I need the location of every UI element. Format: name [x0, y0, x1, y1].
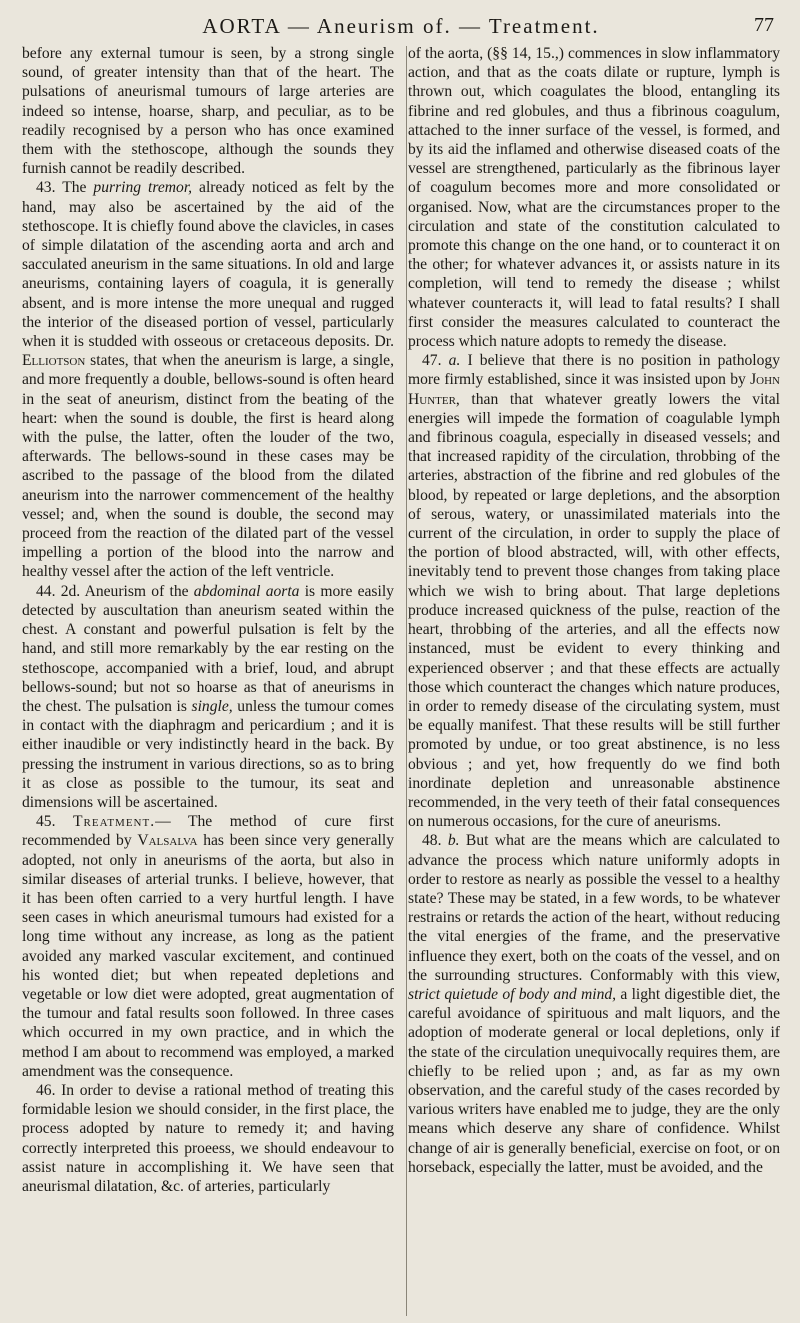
page-number: 77: [754, 14, 774, 36]
paragraph: before any external tumour is seen, by a strong single sound, of greater intensity than that of the heart. The pulsations of aneurismal tumours of large arteries are indeed so intense, hoarse, sharp, and peculiar, as to be readily recognised by a person who has once examined them with the stethoscope, although the sounds they furnish cannot be readily described.: [22, 45, 394, 178]
column-divider: [406, 46, 407, 1316]
running-title: AORTA — Aneurism of. — Treatment.: [202, 14, 600, 38]
right-column: [408, 44, 780, 1196]
paragraph-45: 45. Treatment.— The method of cure first recommended by Valsalva has been since very generally adopted, not only in aneurisms of the aorta, but also in similar diseases of arterial trunks. I believe, however, that it has been often carried to a very hurtful length. I have seen cases in which aneurismal tumours had existed for a long time without any increase, as long as the patient avoided any marked vascular excitement, and continued his wonted diet; but when repeated depletions and vegetable or low diet were adopted, great augmentation of the tumour and fatal results soon followed. In three cases which occurred in my own practice, and in which the method I am about to recommend was employed, a marked amendment was the consequence.: [22, 813, 394, 1080]
paragraph-43: 43. The purring tremor, already noticed as felt by the hand, may also be ascertained by the aid of the stethoscope. It is chiefly found above the clavicles, in cases of simple dilatation of the ascending aorta and arch and sacculated aneurism in the same situations. In old and large aneurisms, containing layers of coagula, it is generally absent, and is more intense the more unequal and rugged the interior of the diseased portion of vessel, particularly when it is studded with osseous or cretaceous deposits. Dr. Elliotson states, that when the aneurism is large, a single, and more frequently a double, bellows-sound is often heard in the seat of aneurism, distinct from the beating of the heart: when the sound is double, the first is heard along with the pulse, the latter, often the louder of the two, afterwards. The bellows-sound in these cases may be ascribed to the passage of the blood from the dilated aneurism into the narrower commencement of the healthy vessel; and, when the sound is double, the second may proceed from the reaction of the dilated part of the vessel impelling a portion of the blood into the narrow and healthy vessel after the action of the left ventricle.: [22, 179, 395, 581]
paragraph-48: 48. b. But what are the means which are calculated to advance the process which nature uniformly adopts in order to restore as nearly as possible the vessel to a healthy state? These may be stated, in a few words, to be whatever restrains or retards the action of the heart, without reducing the vital energies of the frame, and the preservative influence they exert, both on the coats of the vessel, and on the surrounding structures. Conformably with this view, strict quietude of body and mind, a light digestible diet, the careful avoidance of spirituous and malt liquors, and the adoption of moderate general or local depletions, only if the state of the circulation unequivocally requires them, are chiefly to be relied upon ; and, as far as my own observation, and the careful study of the cases recorded by various writers have enabled me to judge, they are the only means which deserve any share of confidence. Whilst change of air is generally beneficial, exercise on foot, or on horseback, especially the latter, must be avoided, and the: [408, 832, 780, 1176]
text-columns: [22, 44, 780, 1196]
paragraph-47: 47. a. I believe that there is no position in pathology more firmly established, since it was insisted upon by John Hunter, than that whatever greatly lowers the vital energies will impede the formation of coagulable lymph and fibrinous coagula, especially in diseased vessels; and that increased rapidity of the circulation, throbbing of the arteries, abstraction of the fibrine and red globules of the blood, by repeated or large depletions, and the absorption of serous, watery, or unassimilated materials into the current of the circulation, in order to supply the place of the portion of blood abstracted, will, with other effects, inevitably tend to prevent those changes from taking place which we wish to bring about. That large depletions produce increased quickness of the pulse, reaction of the heart, throbbing of the arteries, and all the effects now instanced, must be evident to every thinking and experienced observer ; and that these effects are actually those which counteract the changes which nature produces, in order to remedy disease of the circulating system, must be equally manifest. That these results will be still further promoted by undue, or too great abstinence, is no less obvious ; and yet, how frequently do we find both inordinate depletion and unreasonable abstinence recommended, in the very teeth of their fatal consequences on numerous occasions, for the cure of aneurisms.: [408, 352, 781, 831]
paragraph-46: 46. In order to devise a rational method of treating this formidable lesion we should consider, in the first place, the process adopted by nature to remedy it; and having correctly interpreted this proeess, we should endeavour to assist nature in accomplishing it. We have seen that aneurismal dilatation, &c. of arteries, particularly: [22, 1081, 394, 1195]
paragraph: of the aorta, (§§ 14, 15.,) commences in slow inflammatory action, and that as the coats dilate or rupture, lymph is thrown out, which coagulates the blood, entangling its fibrine and red globules, and thus a fibrinous coagulum, attached to the inner surface of the vessel, is formed, and by its aid the inflamed and otherwise diseased coats of the vessel are strengthened, particularly as the fibrinous layer of coagulum becomes more and more consolidated or organised. Now, what are the circumstances proper to the circulation and state of the constitution calculated to promote this change on the one hand, or to counteract it on the other; for whatever advances it, or assists nature in its completion, will tend to remedy the disease ; whilst whatever counteracts it, will lead to fatal results? I shall first consider the measures calculated to counteract the process which nature adopts to remedy the disease.: [408, 45, 780, 351]
paragraph-44: 44. 2d. Aneurism of the abdominal aorta is more easily detected by auscultation than aneurism seated within the chest. A constant and powerful pulsation is felt by the hand, and still more remarkably by the ear resting on the stethoscope, accompanied with a brief, loud, and abrupt bellows-sound; but not so hoarse as that of aneurisms in the chest. The pulsation is single, unless the tumour comes in contact with the diaphragm and pericardium ; and it is either inaudible or very indistinctly heard in the back. By pressing the instrument in various directions, so as to bring it as close as possible to the tumour, its seat and dimensions will be ascertained.: [22, 582, 395, 811]
running-header: [22, 12, 780, 44]
left-column: [22, 44, 394, 1196]
